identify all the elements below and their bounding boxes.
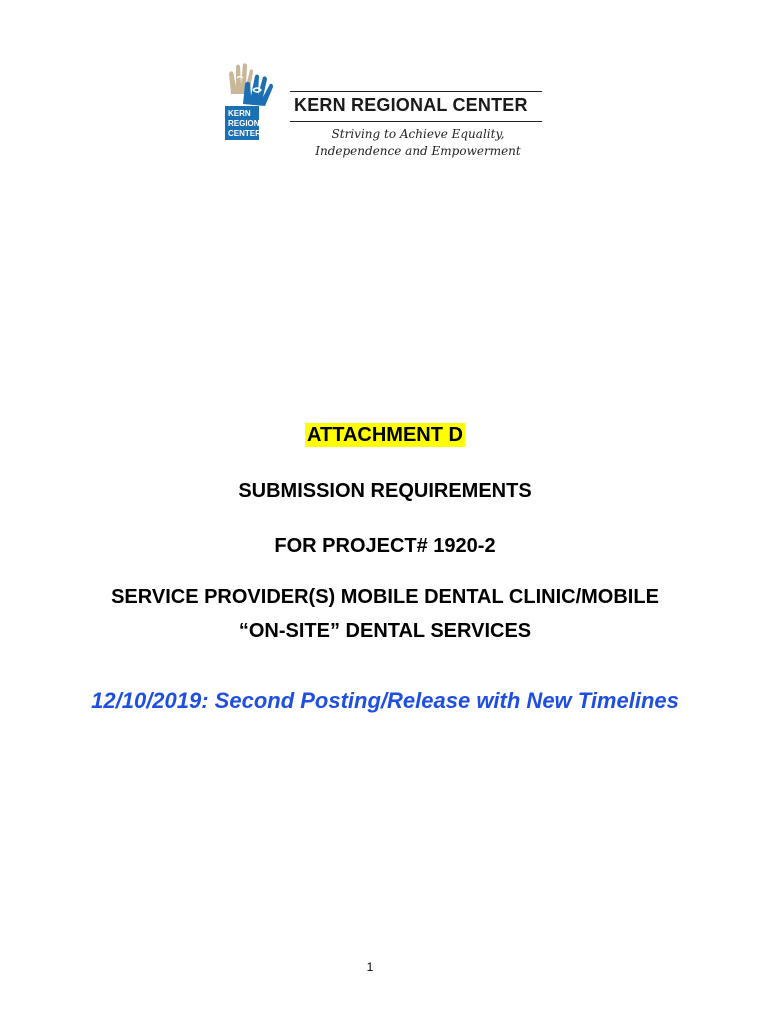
hands-logo-icon [225, 60, 281, 140]
logo-mark-text-regional: REGIONAL [228, 119, 271, 128]
posting-note: 12/10/2019: Second Posting/Release with New Timelines [91, 688, 679, 713]
service-heading-line-1: SERVICE PROVIDER(S) MOBILE DENTAL CLINIC/MOBILE [111, 586, 659, 608]
service-heading-line-2: “ON-SITE” DENTAL SERVICES [238, 620, 532, 642]
organization-tagline [298, 126, 538, 160]
attachment-heading [0, 424, 770, 447]
logo-divider-top [290, 91, 542, 92]
logo-mark-text-center: CENTER [228, 129, 261, 138]
tagline-line-2: Independence and Empowerment [315, 144, 521, 158]
tagline-line-1: Striving to Achieve Equality, [331, 127, 505, 141]
logo-mark-text-kern: KERN [228, 109, 251, 118]
project-heading: FOR PROJECT# 1920-2 [274, 535, 496, 557]
organization-name: KERN REGIONAL CENTER [294, 95, 528, 115]
submission-heading: SUBMISSION REQUIREMENTS [238, 480, 532, 502]
attachment-heading-highlight: ATTACHMENT D [307, 424, 463, 446]
logo-divider-bottom [290, 121, 542, 122]
page-number: 1 [366, 960, 374, 974]
